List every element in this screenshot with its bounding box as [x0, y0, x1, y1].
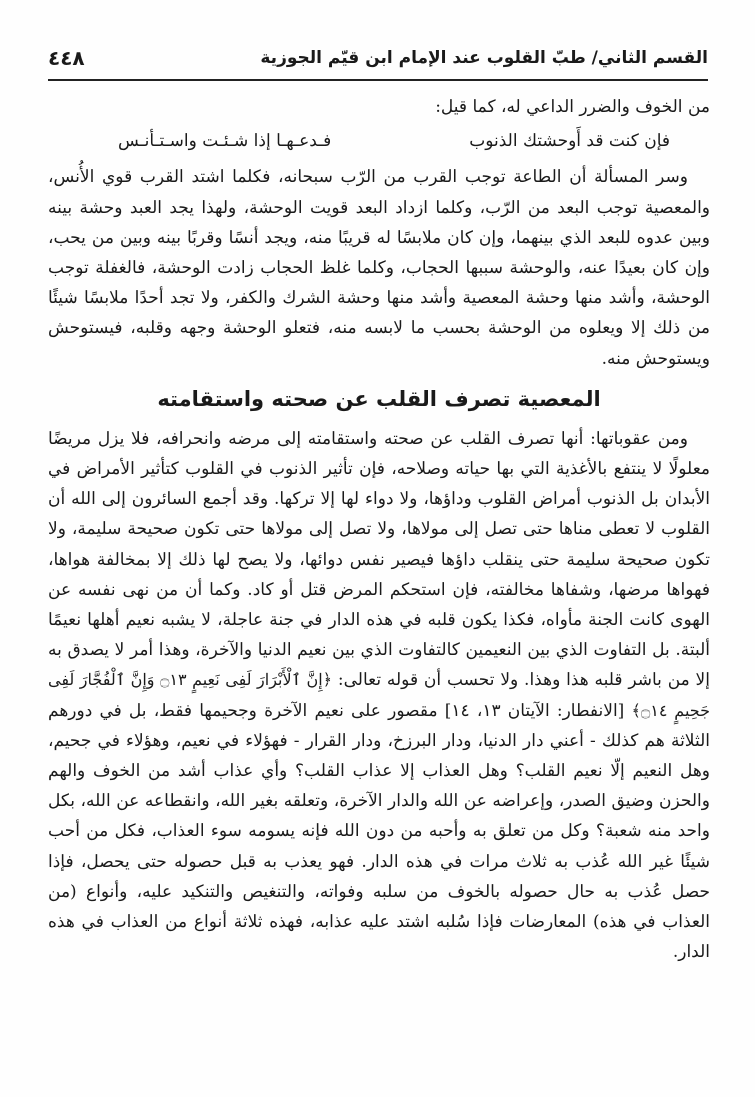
- poem-hemistich-left: فـدعـهـا إذا شـئـت واسـتـأنـس: [118, 131, 332, 152]
- page-body: [48, 92, 710, 967]
- section-heading: المعصية تصرف القلب عن صحته واستقامته: [157, 386, 601, 411]
- paragraph-2: [48, 424, 710, 968]
- intro-line: من الخوف والضرر الداعي له، كما قيل:: [435, 97, 710, 117]
- paragraph-2-part-b: [الانفطار: الآيتان ١٣، ١٤] مقصور على نعيم الآخرة وجحيمها فقط، بل في دورهم الثلاثة هم كذلك - أعني دار الدنيا، ودار البرزخ، ودار القرار - فهؤلاء في نعيم، وهؤلاء في جحيم، وهل النعيم إلّا نعيم القلب؟ وهل العذاب إلا عذاب القلب؟ وأي عذاب أشد من الخوف والهم والحزن وضيق الصدر، وإعراضه عن الله والدار الآخرة، وتعلقه بغير الله، وانقطاعه عن الله، بكل واحد منه شعبة؟ وكل من تعلق به وأحبه من دون الله فإنه يسومه سوء العذاب، فكل من أحب شيئًا غير الله عُذب به ثلاث مرات في هذه الدار. فهو يعذب به قبل حصوله حتى يحصل، فإذا حصل عُذب به حال حصوله بالخوف من سلبه وفواته، والتنغيص والتنكيد عليه، وأنواع (من العذاب في هذه) المعارضات فإذا سُلبه اشتد عليه عذابه، فهذه ثلاثة أنواع من العذاب في هذه الدار.: [48, 700, 710, 963]
- page-number: ٤٤٨: [48, 46, 85, 70]
- quran-verse: ﴿إِنَّ ٱلْأَبْرَارَ لَفِى نَعِيمٍ ۝١٣ وَإِنَّ ٱلْفُجَّارَ لَفِى جَحِيمٍ ۝١٤﴾: [48, 670, 710, 720]
- poem-verse: [48, 126, 710, 156]
- paragraph-1: وسر المسألة أن الطاعة توجب القرب من الرّب سبحانه، فكلما اشتد القرب قوي الأُنس، والمعصية توجب البعد من الرّب، وكلما ازداد البعد قويت الوحشة، ولهذا يجد العبد وحشة بينه وبين عدوه للبعد الذي بينهما، وإن كان ملابسًا له قريبًا منه، ويجد أنسًا وقربًا بينه وبين من يحب، وإن كان بعيدًا عنه، والوحشة سببها الحجاب، وكلما غلظ الحجاب زادت الوحشة، فالغفلة توجب الوحشة، وأشد منها وحشة المعصية وأشد منها وحشة الشرك والكفر، ولا تجد أحدًا ملابسًا شيئًا من ذلك إلا ويعلوه من الوحشة بحسب ما لابسه منه، فتعلو الوحشة وجهه وقلبه، فيستوحش ويستوحش منه.: [48, 167, 710, 369]
- page-header: [48, 42, 708, 82]
- running-title: القسم الثاني/ طبّ القلوب عند الإمام ابن قيّم الجوزية: [260, 48, 708, 68]
- paragraph-2-part-a: ومن عقوباتها: أنها تصرف القلب عن صحته واستقامته إلى مرضه وانحرافه، فلا يزل مريضًا معلولًا لا ينتفع بالأغذية التي بها حياته وصلاحه، فإن تأثير الذنوب في القلوب كتأثير الأمراض في الأبدان بل الذنوب أمراض القلوب وداؤها، ولا دواء لها إلا تركها. وقد أجمع السائرون إلى الله أن القلوب لا تعطى مناها حتى تصل إلى مولاها، ولا تصل إلى مولاها حتى تكون صحيحة سليمة، ولا تكون صحيحة سليمة حتى ينقلب داؤها فيصير نفس دوائها، ولا يصح لها ذلك إلا بمخالفة هواها، فهواها مرضها، وشفاها مخالفته، فإن استحكم المرض قتل أو كاد. وكما أن من نهى نفسه عن الهوى كانت الجنة مأواه، فكذا يكون قلبه في هذه الدار في جنة عاجلة، لا يشبه نعيم أهلها نعيمًا ألبتة. بل التفاوت الذي بين النعيمين كالتفاوت الذي بين نعيم الدنيا والآخرة، وهذا أمر لا يصدق به إلا من باشر قلبه هذا وهذا. ولا تحسب أن قوله تعالى:: [48, 428, 710, 691]
- poem-hemistich-right: فإن كنت قد أَوحشتك الذنوب: [469, 131, 670, 152]
- header-rule: [48, 79, 708, 81]
